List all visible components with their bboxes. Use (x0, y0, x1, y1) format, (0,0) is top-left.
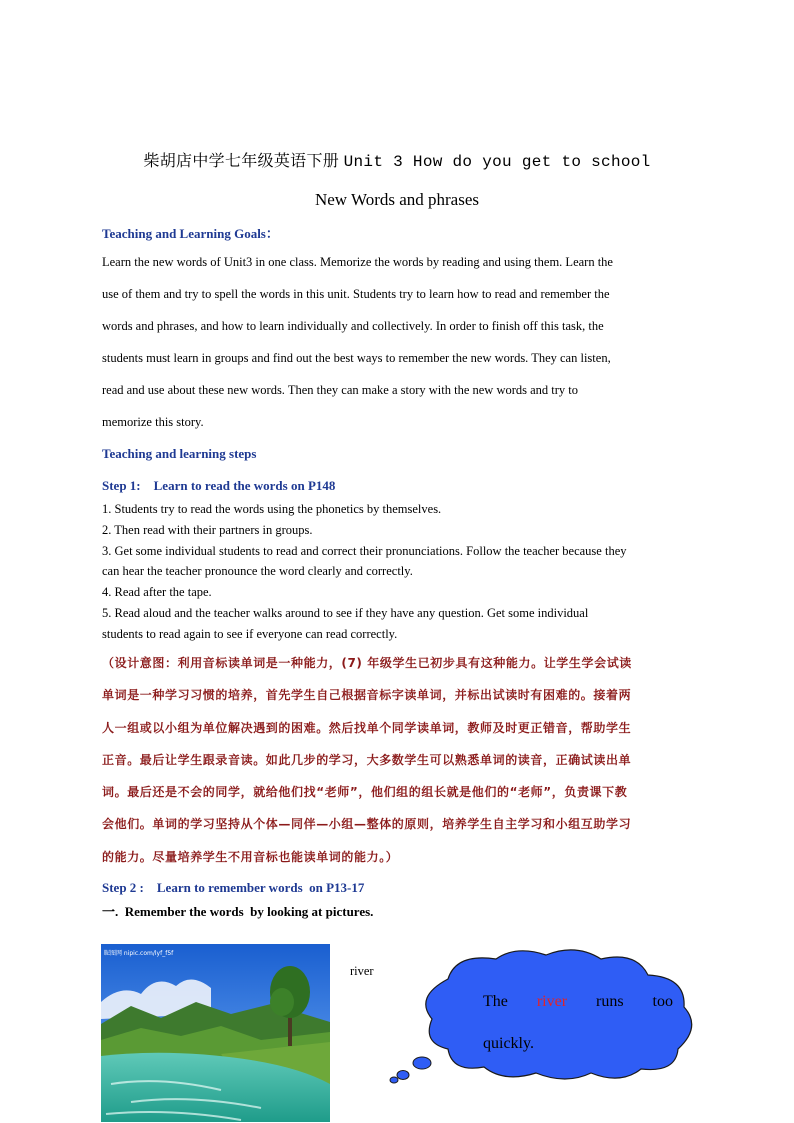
goals-paragraph (102, 246, 692, 438)
design-line: （设计意图：利用音标读单词是一种能力，(7) 年级学生已初步具有这种能力。让学生学会试读 (102, 656, 632, 670)
design-note (102, 647, 694, 873)
step2-heading: Step 2 : Learn to remember words on P13-17 (102, 880, 365, 895)
goals-line: memorize this story. (102, 415, 204, 429)
goals-line: use of them and try to spell the words in this unit. Students try to learn how to read and remember the (102, 287, 610, 301)
goals-line: read and use about these new words. Then they can make a story with the new words and try to (102, 383, 579, 397)
list-item: 1. Students try to read the words using the phonetics by themselves. (102, 502, 442, 516)
title-unit: Unit 3 How do you get to school (343, 153, 651, 171)
list-item: 4. Read after the tape. (102, 585, 212, 600)
river-photo (101, 944, 330, 1122)
title-school-cn: 柴胡店中学七年级英语下册 (143, 151, 340, 170)
design-line: 单词是一种学习习惯的培养，首先学生自己根据音标字读单词，并标出试读时有困难的。接着两 (102, 688, 632, 703)
page-subtitle: New Words and phrases (314, 190, 480, 209)
picture-word-label: river (350, 964, 374, 978)
cloud-word: too (652, 993, 673, 1010)
cloud-word: runs (596, 993, 624, 1010)
goals-line: Learn the new words of Unit3 in one class. Memorize the words by reading and using them. Learn the (102, 255, 613, 269)
list-item: students to read again to see if everyone can read correctly. (102, 626, 398, 641)
design-line: 的能力。尽量培养学生不用音标也能读单词的能力。） (102, 849, 399, 864)
design-line: 正音。最后让学生跟录音读。如此几步的学习，大多数学生可以熟悉单词的读音，正确试读出单 (102, 752, 632, 767)
design-line: 人一组或以小组为单位解决遇到的困难。然后找单个同学读单词，教师及时更正错音，帮助学生 (102, 720, 632, 735)
steps-heading: Teaching and learning steps (102, 446, 257, 461)
list-item: can hear the teacher pronounce the word clearly and correctly. (102, 564, 413, 579)
page-title (0, 148, 794, 171)
cloud-word: The (483, 993, 508, 1010)
list-item: 3. Get some individual students to read and correct their pronunciations. Follow the teacher because they (102, 543, 627, 558)
goals-line: words and phrases, and how to learn individually and collectively. In order to finish off this task, the (102, 319, 604, 333)
photo-watermark: 昵图网 nipic.com/lyf_f5f (104, 950, 174, 957)
design-line: 会他们。单词的学习坚持从个体—同伴—小组—整体的原则，培养学生自主学习和小组互助学习 (102, 817, 632, 832)
goals-heading: Teaching and Learning Goals： (102, 226, 279, 241)
cloud-sentence (483, 981, 673, 1065)
list-item: 2. Then read with their partners in groups. (102, 522, 313, 537)
cloud-line-2: quickly. (483, 1035, 534, 1052)
goals-line: students must learn in groups and find out the best ways to remember the new words. They can listen, (102, 351, 611, 365)
list-item: 5. Read aloud and the teacher walks around to see if they have any question. Get some individual (102, 605, 589, 620)
step2-subheading: 一. Remember the words by looking at pictures. (102, 904, 374, 919)
step1-list (102, 499, 694, 645)
cloud-highlight-word: river (536, 993, 568, 1010)
design-line: 词。最后还是不会的同学，就给他们找“老师”，他们组的组长就是他们的“老师”，负责课下教 (102, 785, 628, 800)
cloud-line-1 (483, 981, 673, 1023)
step1-heading: Step 1: Learn to read the words on P148 (102, 478, 336, 493)
